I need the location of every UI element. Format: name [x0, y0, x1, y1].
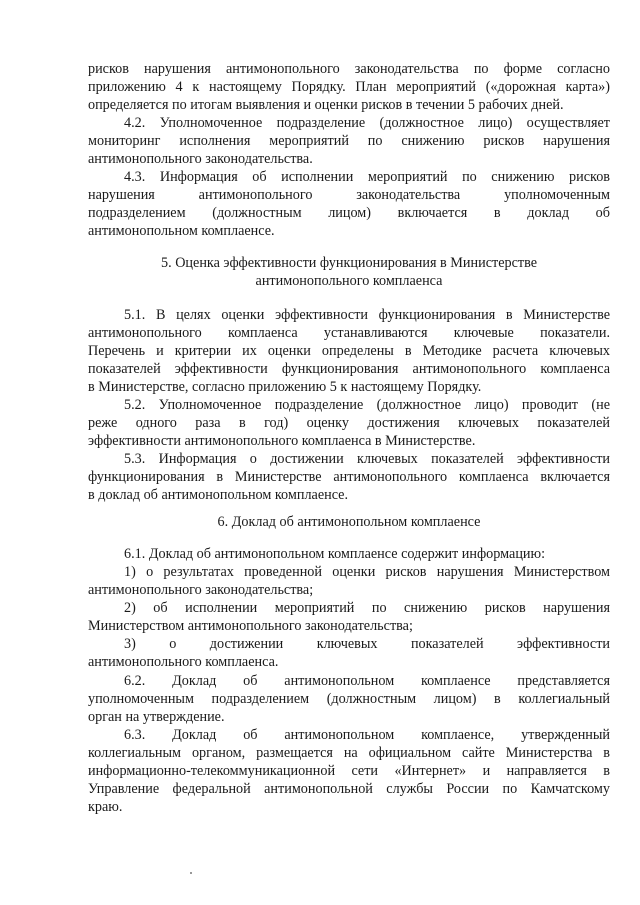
heading-line: 6. Доклад об антимонопольном комплаенсе: [217, 514, 481, 530]
text-line: показателей эффективности функционирования антимонопольного комплаенса: [88, 361, 610, 377]
text-line: нарушения антимонопольного законодательства уполномоченным: [88, 187, 610, 203]
scan-speck: [190, 872, 192, 874]
text-line: рисков нарушения антимонопольного законодательства по форме согласно: [88, 61, 610, 77]
text-line: Перечень и критерии их оценки определены в Методике расчета ключевых: [88, 343, 610, 359]
text-line: уполномоченным подразделением (должностным лицом) в коллегиальный: [88, 691, 610, 707]
text-line: 4.2. Уполномоченное подразделение (должностное лицо) осуществляет: [124, 115, 610, 131]
paragraph-4-1-continuation: [88, 60, 610, 114]
text-line: 5.2. Уполномоченное подразделение (должностное лицо) проводит (не: [124, 397, 610, 413]
section-5-heading: [88, 254, 610, 290]
text-line: эффективности антимонопольного комплаенса в Министерстве.: [88, 433, 476, 449]
text-line: реже одного раза в год) оценку достижения ключевых показателей: [88, 415, 610, 431]
text-line: антимонопольного законодательства.: [88, 151, 313, 167]
text-line: антимонопольного комплаенса устанавливаются ключевые показатели.: [88, 325, 610, 341]
text-line: 5.3. Информация о достижении ключевых показателей эффективности: [124, 451, 610, 467]
text-line: антимонопольном комплаенсе.: [88, 223, 275, 239]
text-line: 3) о достижении ключевых показателей эффективности: [124, 636, 610, 652]
text-line: приложению 4 к настоящему Порядку. План мероприятий («дорожная карта»): [88, 79, 610, 95]
text-line: Министерством антимонопольного законодательства;: [88, 618, 413, 634]
text-line: антимонопольного законодательства;: [88, 582, 314, 598]
text-line: орган на утверждение.: [88, 709, 225, 725]
text-line: 6.1. Доклад об антимонопольном комплаенсе содержит информацию:: [124, 546, 546, 562]
paragraph-4-3: [88, 168, 610, 240]
text-line: 1) о результатах проведенной оценки рисков нарушения Министерством: [124, 564, 610, 580]
paragraph-6-1: [88, 545, 610, 671]
text-line: 6.2. Доклад об антимонопольном комплаенсе представляется: [124, 673, 610, 689]
text-line: коллегиальным органом, размещается на официальном сайте Министерства в: [88, 745, 610, 761]
paragraph-5-3: [88, 450, 610, 504]
heading-line: антимонопольного комплаенса: [255, 273, 443, 289]
text-line: антимонопольного комплаенса.: [88, 654, 279, 670]
heading-line: 5. Оценка эффективности функционирования в Министерстве: [161, 255, 537, 271]
paragraph-5-1: [88, 306, 610, 396]
paragraph-4-2: [88, 114, 610, 168]
text-line: в Министерстве, согласно приложению 5 к настоящему Порядку.: [88, 379, 482, 395]
text-line: функционирования в Министерстве антимонопольного комплаенса включается: [88, 469, 610, 485]
text-line: информационно-телекоммуникационной сети «Интернет» и направляется в: [88, 763, 610, 779]
section-6-heading: [88, 513, 610, 531]
text-line: 5.1. В целях оценки эффективности функционирования в Министерстве: [124, 307, 610, 323]
text-line: 2) об исполнении мероприятий по снижению рисков нарушения: [124, 600, 610, 616]
text-line: мониторинг исполнения мероприятий по снижению рисков нарушения: [88, 133, 610, 149]
paragraph-5-2: [88, 396, 610, 450]
text-line: 6.3. Доклад об антимонопольном комплаенсе, утвержденный: [124, 727, 610, 743]
text-line: Управление федеральной антимонопольной службы России по Камчатскому: [88, 781, 610, 797]
text-line: подразделением (должностным лицом) включается в доклад об: [88, 205, 610, 221]
text-line: 4.3. Информация об исполнении мероприятий по снижению рисков: [124, 169, 610, 185]
text-line: определяется по итогам выявления и оценки рисков в течении 5 рабочих дней.: [88, 97, 564, 113]
text-line: в доклад об антимонопольном комплаенсе.: [88, 487, 349, 503]
paragraph-6-3: [88, 726, 610, 816]
text-line: краю.: [88, 799, 123, 815]
paragraph-6-2: [88, 672, 610, 726]
